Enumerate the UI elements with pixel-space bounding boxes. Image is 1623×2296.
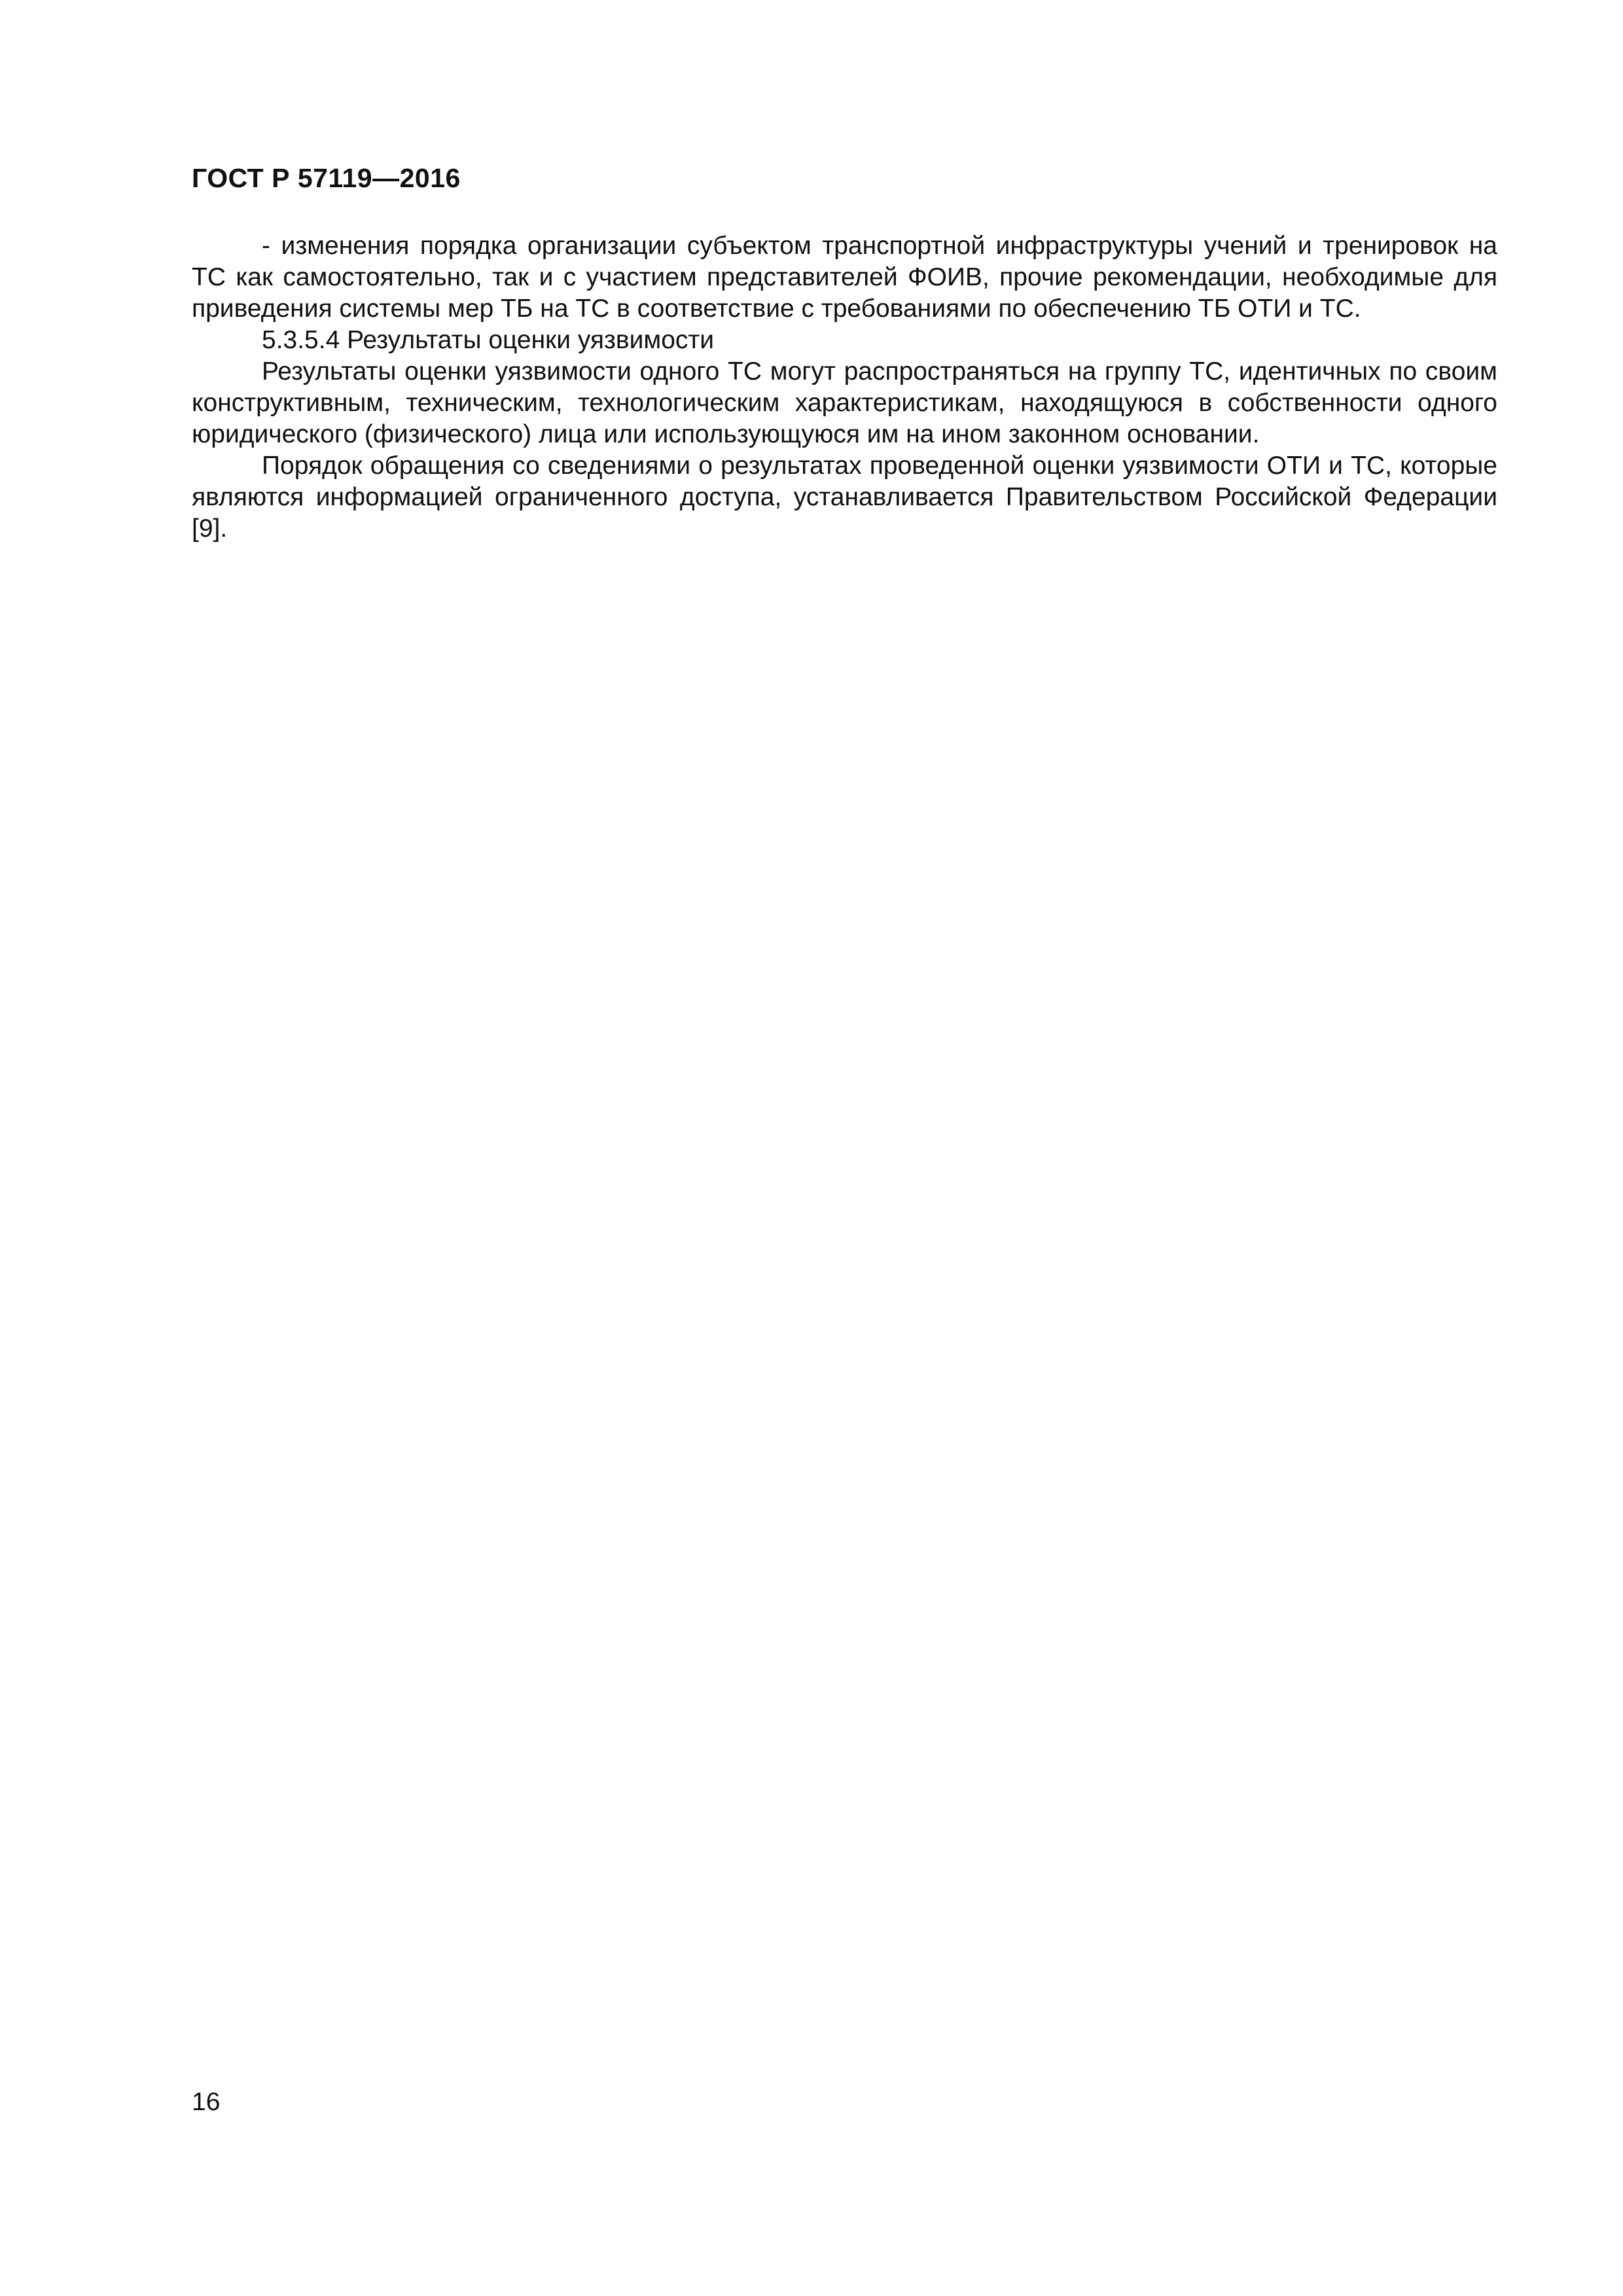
page-number: 16 [192, 2088, 221, 2116]
paragraph-assessment-results: Результаты оценки уязвимости одного ТС могут распространяться на группу ТС, идентичных по своим конструктивным, техническим, технологическим характеристикам, находящуюся в собственности одного юридического (физического) лица или использующуюся им на ином законном основании. [192, 357, 1497, 448]
paragraph-list-item-exercises: - изменения порядка организации субъектом транспортной инфраструктуры учений и тренировок на ТС как самостоятельно, так и с участием представителей ФОИВ, прочие рекомендации, необходимые для приведения системы мер ТБ на ТС в соответствие с требованиями по обеспечению ТБ ОТИ и ТС. [192, 232, 1497, 323]
standard-id-header: ГОСТ Р 57119—2016 [192, 163, 461, 193]
paragraph-information-handling: Порядок обращения со сведениями о результатах проведенной оценки уязвимости ОТИ и ТС, которые являются информацией ограниченного доступа, устанавливается Правительством Российской Федерации [9]. [192, 452, 1497, 543]
section-heading-5-3-5-4: 5.3.5.4 Результаты оценки уязвимости [262, 326, 715, 354]
document-body [192, 230, 1497, 545]
